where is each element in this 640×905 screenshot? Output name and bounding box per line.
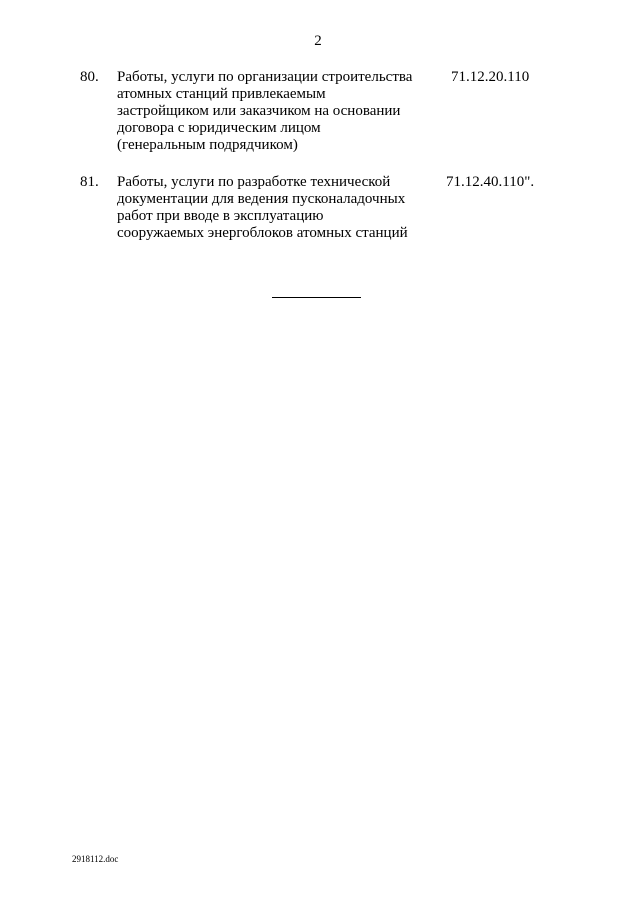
- item-description-line: документации для ведения пусконаладочных: [117, 191, 406, 207]
- footer-filename: 2918112.doc: [72, 854, 119, 864]
- item-code: 71.12.20.110: [451, 69, 530, 85]
- item-description-line: Работы, услуги по разработке технической: [117, 174, 391, 190]
- item-description: [117, 174, 427, 242]
- item-description: [117, 69, 427, 154]
- item-description-line: работ при вводе в эксплуатацию: [117, 208, 324, 224]
- item-code: 71.12.40.110".: [446, 174, 535, 190]
- item-description-line: сооружаемых энергоблоков атомных станций: [117, 225, 408, 241]
- item-number: 81.: [80, 174, 99, 190]
- item-description-line: договора с юридическим лицом: [117, 120, 321, 136]
- item-description-line: застройщиком или заказчиком на основании: [117, 103, 401, 119]
- item-description-line: (генеральным подрядчиком): [117, 137, 298, 153]
- item-number: 80.: [80, 69, 99, 85]
- page-number: 2: [314, 33, 322, 49]
- item-description-line: атомных станций привлекаемым: [117, 86, 326, 102]
- end-divider: [272, 297, 361, 298]
- item-description-line: Работы, услуги по организации строительства: [117, 69, 413, 85]
